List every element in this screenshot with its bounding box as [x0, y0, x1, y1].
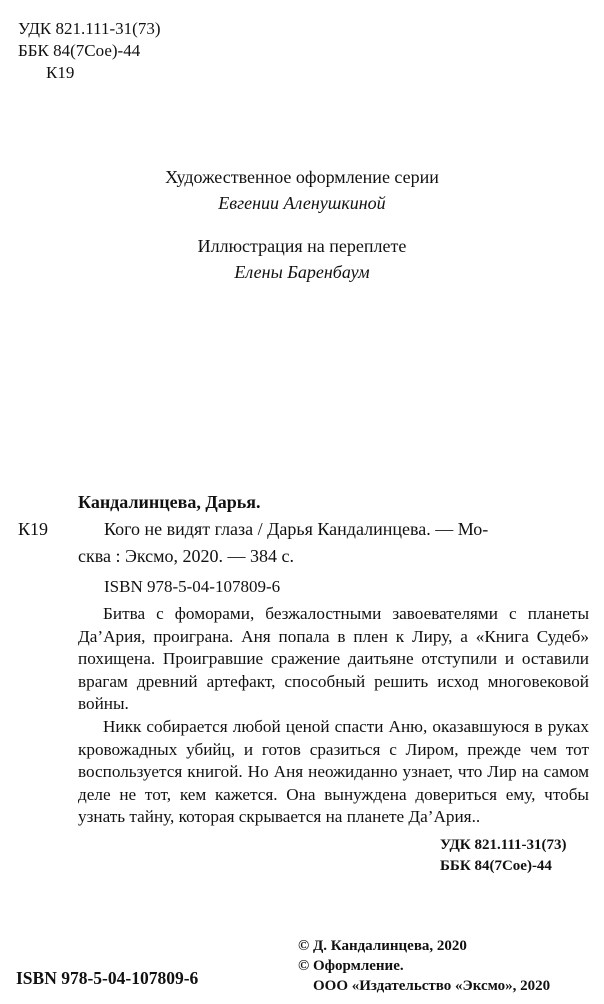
catalog-code: К19: [18, 519, 49, 539]
catalog-author: Кандалинцева, Дарья.: [78, 492, 261, 512]
isbn-bottom: ISBN 978-5-04-107809-6: [16, 968, 199, 988]
cover-illustration-label: Иллюстрация на переплете: [197, 236, 407, 256]
bbk-code-top: ББК 84(7Сое)-44: [18, 41, 141, 60]
udk-code-bottom: УДК 821.111-31(73): [440, 837, 567, 853]
catalog-isbn: ISBN 978-5-04-107809-6: [104, 577, 281, 596]
copyright-author: © Д. Кандалинцева, 2020: [298, 938, 467, 954]
author-mark-top: К19: [46, 63, 75, 82]
catalog-title-line-1: Кого не видят глаза / Дарья Кандалинцева. — Мо-: [104, 519, 489, 539]
bbk-code-bottom: ББК 84(7Сое)-44: [440, 858, 552, 874]
series-design-label: Художественное оформление серии: [165, 167, 439, 187]
catalog-title-line-2: сква : Эксмо, 2020. — 384 с.: [78, 546, 295, 566]
annotation-paragraph-2: Никк собирается любой ценой спасти Аню, оказавшуюся в руках кровожадных убийц, и готов сразиться с Лиром, прежде чем тот воспользуется книгой. Но Аня неожиданно узнает, что Лир на самом деле не тот, кем кажется. Она вынуждена довериться ему, чтобы узнать тайну, которая скрывается на планете Да’Ария..: [78, 717, 589, 826]
copyright-design: © Оформление.: [298, 958, 404, 974]
cover-illustration-credit: [0, 233, 604, 285]
copyright-publisher: ООО «Издательство «Эксмо», 2020: [313, 978, 551, 994]
cover-illustration-name: Елены Баренбаум: [234, 262, 370, 282]
udk-code-top: УДК 821.111-31(73): [18, 19, 161, 38]
series-design-name: Евгении Аленушкиной: [218, 193, 386, 213]
series-design-credit: [0, 164, 604, 216]
annotation-paragraph-1: Битва с фоморами, безжалостными завоевателями с планеты Да’Ария, проиграна. Аня попала в плен к Лиру, а «Книга Судеб» похищена. Проигравшие сражение даитьяне отступили и оставили врагам древний артефакт, способный решить исход многовековой войны.: [78, 604, 589, 713]
